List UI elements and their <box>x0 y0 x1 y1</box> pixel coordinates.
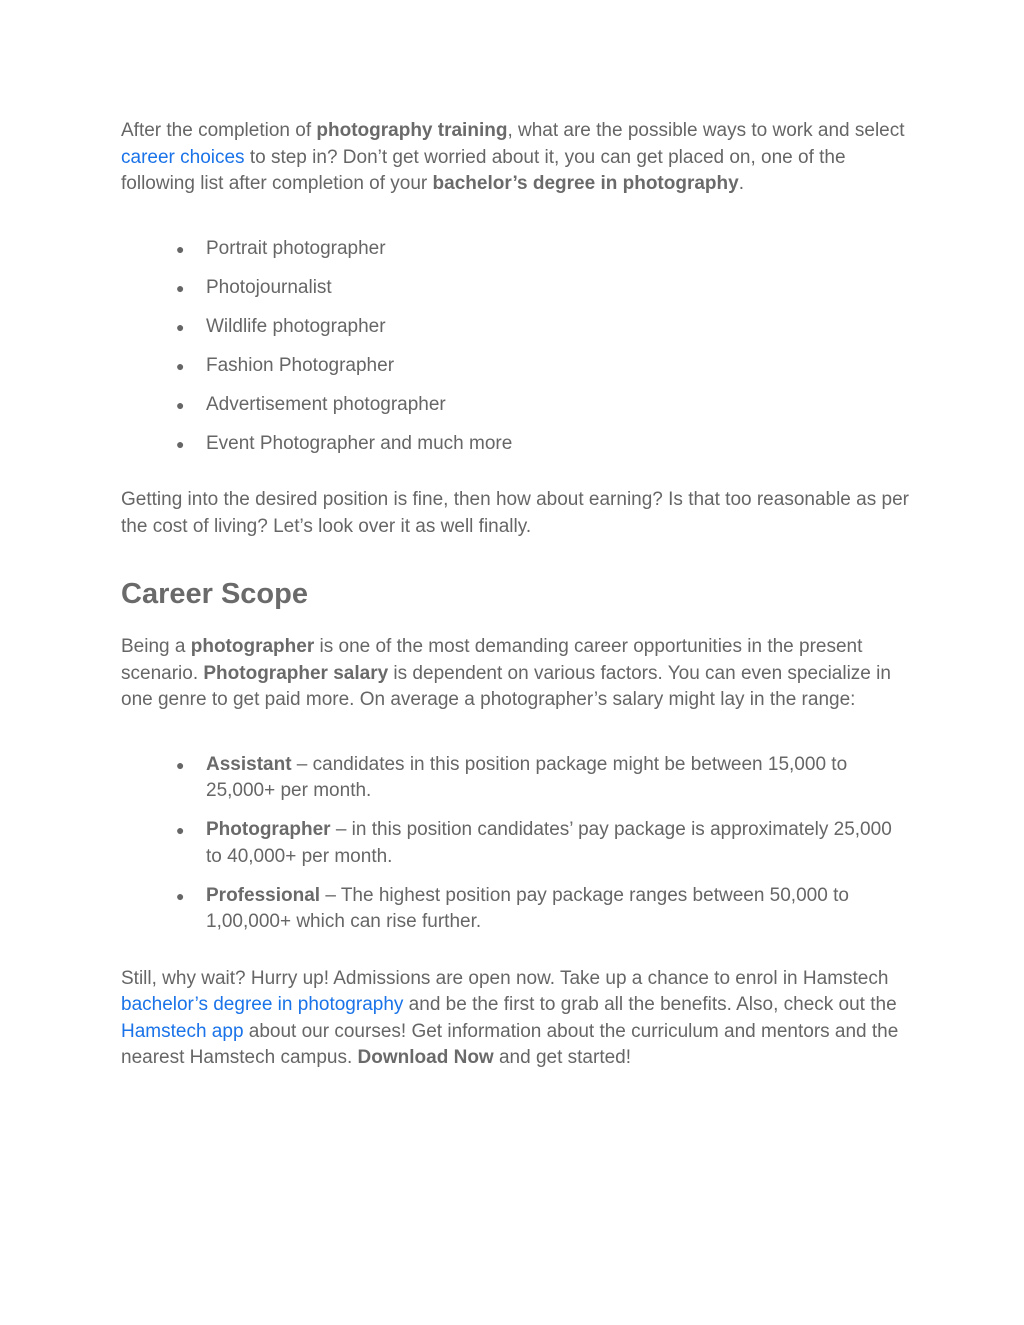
bullet-icon: ● <box>176 357 185 374</box>
scope-paragraph <box>121 634 911 714</box>
closing-text-4: and get started! <box>493 1047 632 1069</box>
list-item-label: Wildlife photographer <box>206 315 386 337</box>
bullet-icon: ● <box>176 756 185 773</box>
job-list <box>121 236 911 458</box>
intro-text-3: to step in? Don’t get worried about it, you can get placed on, one of the following list after completion of your <box>121 146 846 194</box>
photographer-salary-bold: Photographer salary <box>203 662 389 684</box>
list-item-label: Advertisement photographer <box>206 393 446 415</box>
list-item <box>176 817 911 870</box>
intro-text-2: , what are the possible ways to work and select <box>507 120 905 141</box>
career-choices-link[interactable]: career choices <box>121 146 245 168</box>
list-item <box>176 431 911 458</box>
document-page <box>121 118 911 1072</box>
closing-text-2: and be the first to grab all the benefits. Also, check out the <box>403 994 897 1016</box>
closing-text-3: about our courses! Get information about the curriculum and mentors and the nearest Hamstech campus. <box>121 1020 899 1069</box>
list-item-label: Portrait photographer <box>206 237 386 259</box>
intro-text-4: . <box>738 173 744 194</box>
list-item-label: Event Photographer and much more <box>206 432 513 454</box>
closing-text-1: Still, why wait? Hurry up! Admissions are open now. Take up a chance to enrol in Hamstech <box>121 967 889 989</box>
earning-paragraph: Getting into the desired position is fine, then how about earning? Is that too reasonable as per the cost of living? Let’s look over it as well finally. <box>121 489 909 537</box>
bachelors-degree-bold: bachelor’s degree in photography <box>432 173 739 194</box>
list-item-label: Photojournalist <box>206 276 332 298</box>
intro-paragraph <box>121 118 911 198</box>
list-item <box>176 236 911 263</box>
salary-role-title: Assistant <box>206 753 292 775</box>
bullet-icon: ● <box>176 822 185 839</box>
bullet-icon: ● <box>176 435 185 452</box>
list-item-label: Fashion Photographer <box>206 354 395 376</box>
salary-role-title: Photographer <box>206 819 331 841</box>
salary-role-text: – The highest position pay package ranges between 50,000 to 1,00,000+ which can rise further. <box>206 884 849 933</box>
bachelors-degree-link[interactable]: bachelor’s degree in photography <box>121 994 404 1016</box>
salary-role-text: – in this position candidates’ pay package is approximately 25,000 to 40,000+ per month. <box>206 819 892 867</box>
photography-training-bold: photography training <box>316 120 508 141</box>
list-item <box>176 883 911 936</box>
scope-text-1: Being a <box>121 636 191 658</box>
hamstech-app-link[interactable]: Hamstech app <box>121 1020 244 1042</box>
salary-list <box>121 752 911 936</box>
bullet-icon: ● <box>176 240 185 257</box>
bullet-icon: ● <box>176 887 185 904</box>
salary-role-title: Professional <box>206 884 321 906</box>
closing-paragraph <box>121 966 911 1072</box>
intro-text-1: After the completion of <box>121 120 317 141</box>
list-item <box>176 314 911 341</box>
list-item <box>176 392 911 419</box>
scope-text-3: is dependent on various factors. You can even specialize in one genre to get paid more. On average a photographer’s salary might lay in the range: <box>121 662 891 711</box>
list-item <box>176 752 911 805</box>
bullet-icon: ● <box>176 279 185 296</box>
list-item <box>176 275 911 302</box>
salary-role-text: – candidates in this position package might be between 15,000 to 25,000+ per month. <box>206 753 848 802</box>
section-heading: Career Scope <box>121 578 308 611</box>
bullet-icon: ● <box>176 396 185 413</box>
download-now-bold: Download Now <box>357 1047 494 1069</box>
photographer-bold: photographer <box>190 636 315 658</box>
list-item <box>176 353 911 380</box>
bullet-icon: ● <box>176 318 185 335</box>
scope-text-2: is one of the most demanding career opportunities in the present scenario. <box>121 636 863 684</box>
